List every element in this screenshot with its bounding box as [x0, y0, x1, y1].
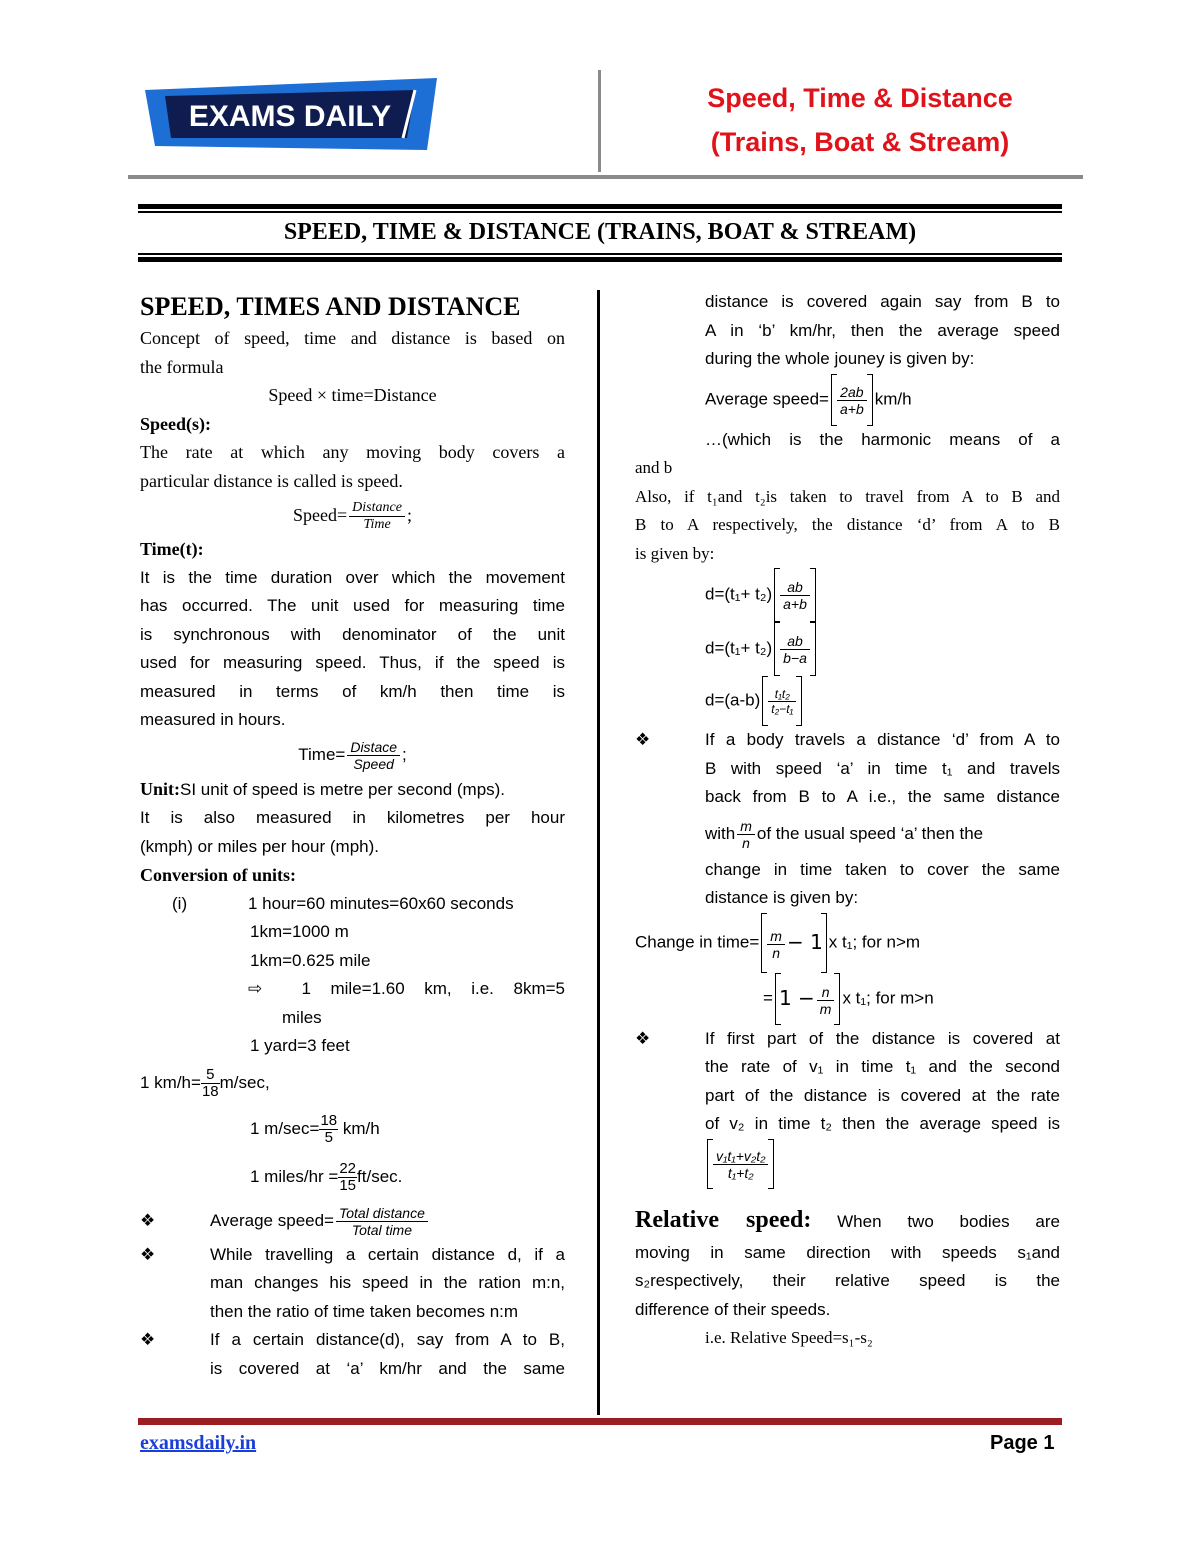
minus-one: − 1 — [786, 929, 823, 954]
fraction-numerator: m — [767, 928, 785, 945]
time-heading: Time(t): — [140, 539, 204, 559]
intro-line: the formula — [140, 356, 224, 377]
body-text: difference of their speeds. — [635, 1299, 831, 1319]
body-text: during the whole jouney is given by: — [705, 349, 975, 368]
fraction-numerator: n — [817, 984, 835, 1001]
fraction-denominator: a+b — [783, 596, 807, 613]
banner-rule-bottom — [138, 257, 1062, 262]
distance-equation-2 — [635, 622, 1060, 676]
bullet-change-in-time — [635, 726, 1060, 913]
fraction-denominator: m — [819, 1000, 832, 1017]
right-column — [635, 288, 1060, 1353]
bullet-text: If a certain distance(d), say from A to B, — [210, 1330, 565, 1349]
fraction-denominator: Total time — [351, 1221, 413, 1238]
fraction-denominator: a+b — [839, 400, 864, 417]
header-title-line2: (Trains, Boat & Stream) — [710, 127, 1010, 157]
relative-speed-formula: i.e. Relative Speed=s₁-s₂ — [705, 1328, 873, 1347]
relative-speed-heading: Relative speed: — [635, 1206, 812, 1233]
bullet-text: the rate of v₁ in time t₁ and the second — [705, 1057, 1060, 1076]
bullet-icon: ❖ — [140, 1244, 156, 1264]
fraction-denominator: Speed — [353, 755, 394, 772]
header-title-line1: Speed, Time & Distance — [707, 83, 1013, 113]
time-text: measured in hours. — [140, 710, 286, 729]
fraction-denominator: 5 — [324, 1128, 333, 1146]
bullet-text: part of the distance is covered at the rate — [705, 1085, 1060, 1105]
mn-fraction — [737, 818, 755, 851]
mh-conversion — [140, 1153, 565, 1201]
arrow-icon: ⇨ — [248, 979, 263, 998]
body-text: is given by: — [635, 543, 715, 563]
banner-rule-bottom-thin — [138, 253, 1062, 255]
eq-lhs: d=(a-b) — [705, 690, 761, 710]
bullet-ratio — [140, 1241, 565, 1327]
kmh-conversion — [140, 1061, 565, 1105]
section-heading: SPEED, TIMES AND DISTANCE — [140, 292, 521, 321]
body-text: A in ‘b’ km/hr, then the average speed — [705, 320, 1060, 340]
fraction-numerator: Total distance — [336, 1205, 428, 1222]
bracket-group — [762, 676, 802, 726]
eq-tail: ; — [402, 744, 407, 764]
avg-fraction — [837, 384, 867, 417]
fraction-denominator: n — [772, 944, 781, 961]
fraction-denominator: t₂−t₁ — [771, 702, 794, 717]
distance-equation-3 — [635, 676, 1060, 726]
column-divider — [597, 290, 600, 1415]
conversion-item: 1km=1000 m — [250, 922, 349, 941]
fraction-numerator: t₁t₂ — [768, 687, 796, 702]
intro-line: Concept of speed, time and distance is based on — [140, 328, 565, 348]
ct1-fraction — [767, 928, 785, 961]
d1-fraction — [780, 579, 810, 612]
kmh-fraction — [201, 1067, 220, 1100]
fraction-denominator: 15 — [339, 1176, 357, 1194]
avg-speed-equation — [635, 374, 1060, 426]
fraction-numerator: Distance — [349, 500, 405, 517]
eq-rhs: km/h — [874, 388, 912, 408]
bullet-icon: ❖ — [635, 1028, 651, 1048]
conversion-heading: Conversion of units: — [140, 865, 297, 885]
base-formula: Speed × time=Distance — [268, 385, 437, 405]
conversion-number: (i) — [172, 893, 188, 913]
one-minus: 1 − — [778, 985, 815, 1010]
bracket-group — [774, 568, 816, 622]
fraction-numerator: 2ab — [837, 384, 867, 401]
body-text: and b — [635, 458, 673, 477]
body-text: B to A respectively, the distance ‘d’ from A to B — [635, 515, 1060, 534]
bullet-text: back from B to A i.e., the same distance — [705, 787, 1060, 806]
banner-rule-top — [138, 204, 1062, 209]
eq-lhs: Average speed= — [705, 388, 829, 408]
eq-rhs: m/sec, — [219, 1072, 270, 1092]
ms-fraction — [319, 1113, 338, 1146]
bullet-average-two-parts — [635, 1025, 1060, 1189]
footer-rule — [138, 1418, 1062, 1425]
bullet-text: is covered at ‘a’ km/hr and the same — [210, 1358, 565, 1378]
speed-text: The rate at which any moving body covers a — [140, 442, 565, 462]
eq-lhs: 1 m/sec= — [250, 1118, 320, 1138]
time-text: measured in terms of km/h then time is — [140, 681, 565, 701]
mh-fraction — [338, 1161, 357, 1194]
d2-fraction — [780, 633, 810, 666]
time-text: is synchronous with denominator of the unit — [140, 624, 565, 644]
footer-website-link[interactable]: examsdaily.in — [140, 1432, 257, 1454]
speed-fraction — [349, 500, 405, 533]
ms-conversion — [140, 1105, 565, 1153]
eq-rhs: ft/sec. — [357, 1166, 403, 1186]
eq-rhs: km/h — [338, 1118, 380, 1138]
header-rule — [128, 175, 1083, 179]
fraction-numerator: v₁t₁+v₂t₂ — [713, 1148, 768, 1165]
bullet-average-speed — [140, 1201, 565, 1241]
bullet-text: distance is given by: — [705, 888, 859, 907]
two-parts-formula — [705, 1139, 1060, 1189]
bracket-group — [831, 374, 873, 426]
conversion-item: 1 yard=3 feet — [250, 1036, 350, 1055]
unit-heading: Unit: — [140, 778, 180, 799]
eq-lhs: Average speed= — [210, 1210, 334, 1230]
fraction-denominator: t₁+t₂ — [727, 1164, 754, 1181]
eq-tail: ; — [406, 505, 412, 525]
time-equation — [140, 735, 565, 775]
inline-text: of the usual speed ‘a’ then the — [756, 823, 984, 843]
fraction-denominator: Time — [363, 517, 391, 533]
document-banner-title: SPEED, TIME & DISTANCE (TRAINS, BOAT & STREAM) — [283, 219, 917, 245]
time-text: It is the time duration over which the movement — [140, 567, 565, 587]
two-parts-fraction — [713, 1148, 768, 1181]
eq-lhs: d=(t₁+ t₂) — [705, 584, 773, 604]
body-text: …(which is the harmonic means of a — [705, 429, 1060, 449]
unit-text: It is also measured in kilometres per hour — [140, 808, 565, 827]
change-in-time-eq-1 — [635, 913, 1060, 973]
inline-text: When two bodies are — [811, 1211, 1061, 1231]
eq-rhs: x t₁; for n>m — [828, 931, 921, 951]
conversion-text: 1 hour=60 minutes=60x60 seconds — [248, 893, 514, 913]
bullet-text: While travelling a certain distance d, if a — [210, 1244, 565, 1264]
conversion-text: 1 mile=1.60 km, i.e. 8km=5 — [301, 979, 565, 998]
fraction-numerator: 22 — [339, 1159, 357, 1177]
time-eq-lhs: Time= — [298, 744, 346, 764]
fraction-numerator: m — [737, 818, 755, 835]
speed-equation — [140, 495, 565, 535]
logo-text: EXAMS DAILY — [188, 100, 392, 133]
bracket-group — [707, 1139, 774, 1189]
fraction-denominator: n — [742, 834, 750, 851]
speed-eq-lhs: Speed= — [293, 505, 348, 525]
eq-lhs: Change in time= — [635, 931, 760, 951]
fraction-numerator: Distace — [347, 739, 400, 756]
unit-text: SI unit of speed is metre per second (mps). — [180, 779, 506, 799]
time-text: used for measuring speed. Thus, if the speed is — [140, 653, 565, 672]
bullet-harmonic — [140, 1326, 565, 1383]
eq-lhs: d=(t₁+ t₂) — [705, 638, 773, 658]
body-text: distance is covered again say from B to — [705, 292, 1060, 311]
body-text: Also, if t₁and t₂is taken to travel from A to B and — [635, 486, 1060, 506]
time-fraction — [347, 739, 400, 772]
unit-line — [140, 775, 565, 805]
d3-fraction — [768, 687, 796, 716]
eq-lhs: 1 miles/hr = — [250, 1166, 339, 1186]
time-text: has occurred. The unit used for measuring time — [140, 596, 565, 615]
eq-lhs: = — [763, 987, 773, 1007]
change-in-time-eq-2 — [635, 973, 1060, 1025]
bullet-text: then the ratio of time taken becomes n:m — [210, 1301, 519, 1321]
conversion-item — [140, 890, 565, 919]
speed-heading: Speed(s): — [140, 413, 211, 434]
left-column — [140, 290, 565, 1383]
page-number: Page 1 — [990, 1432, 1055, 1454]
fraction-denominator: 18 — [201, 1082, 219, 1100]
fraction-numerator: 18 — [320, 1111, 338, 1129]
eq-lhs: 1 km/h= — [140, 1072, 201, 1092]
fraction-numerator: 5 — [201, 1067, 220, 1084]
bullet-text: man changes his speed in the ration m:n, — [210, 1273, 565, 1292]
fraction-numerator: ab — [780, 633, 810, 650]
inline-text: with — [705, 823, 736, 843]
distance-equation-1 — [635, 568, 1060, 622]
bullet-text: B with speed ‘a’ in time t₁ and travels — [705, 758, 1060, 778]
fraction-denominator: b−a — [783, 650, 807, 667]
conversion-item — [140, 975, 565, 1004]
conversion-item: miles — [282, 1007, 322, 1027]
bullet-text: change in time taken to cover the same — [705, 859, 1060, 879]
fraction-numerator: ab — [780, 579, 810, 596]
bracket-group — [761, 913, 827, 973]
avg-fraction — [336, 1205, 428, 1238]
unit-text: (kmph) or miles per hour (mph). — [140, 836, 380, 856]
bullet-text: of v₂ in time t₂ then the average speed is — [705, 1114, 1060, 1133]
conversion-item: 1km=0.625 mile — [250, 950, 371, 970]
bullet-icon: ❖ — [635, 730, 651, 749]
bracket-group — [775, 973, 841, 1025]
bullet-icon: ❖ — [140, 1330, 156, 1349]
bullet-text: If a body travels a distance ‘d’ from A to — [705, 730, 1060, 749]
eq-rhs: x t₁; for m>n — [842, 987, 934, 1007]
speed-text: particular distance is called is speed. — [140, 470, 403, 491]
relative-speed-line — [635, 1203, 1060, 1239]
header-divider — [598, 70, 601, 172]
logo-badge — [145, 76, 445, 156]
body-text: moving in same direction with speeds s₁and — [635, 1242, 1060, 1262]
bullet-text — [705, 812, 1060, 856]
banner-rule-top-thin — [138, 211, 1062, 213]
bracket-group — [774, 622, 816, 676]
bullet-icon: ❖ — [140, 1210, 156, 1230]
exams-daily-logo — [145, 76, 445, 156]
bullet-text: If first part of the distance is covered at — [705, 1028, 1060, 1048]
body-text: s₂respectively, their relative speed is the — [635, 1271, 1060, 1290]
ct2-fraction — [817, 984, 835, 1017]
